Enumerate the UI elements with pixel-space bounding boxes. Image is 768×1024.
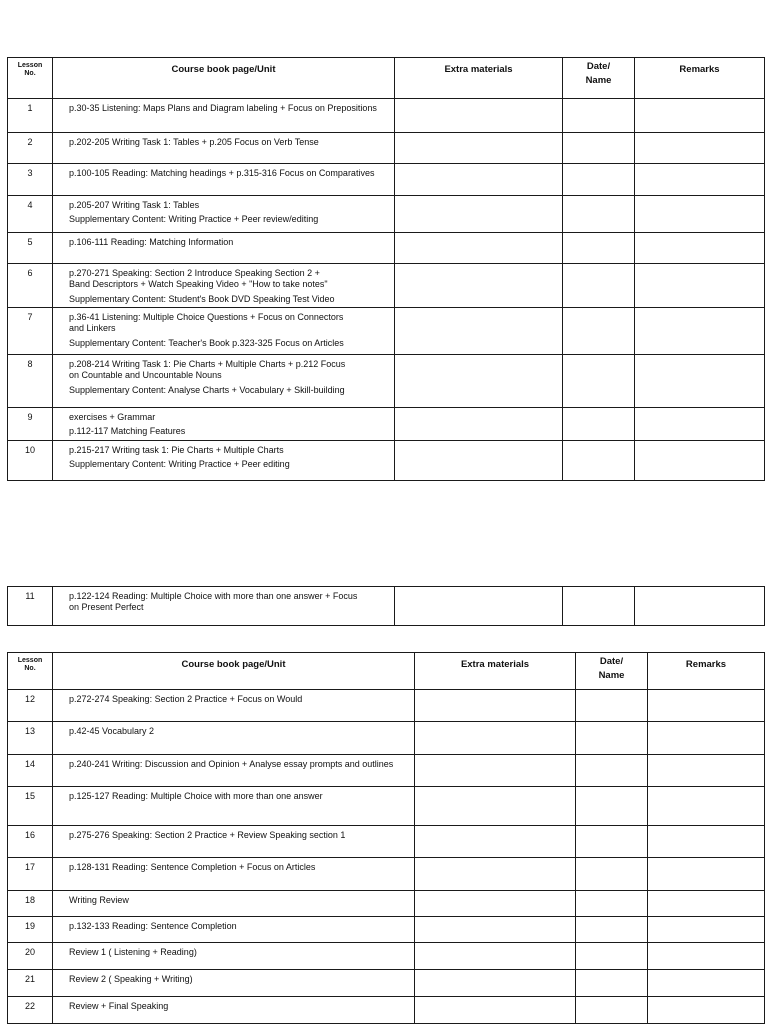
date-name-cell bbox=[563, 196, 635, 233]
extra-materials-cell bbox=[395, 308, 563, 355]
course-book-cell bbox=[53, 917, 415, 943]
lesson-plan-table-3 bbox=[7, 652, 765, 1024]
course-line: p.128-131 Reading: Sentence Completion + Focus on Articles bbox=[69, 862, 316, 872]
lesson-number: 10 bbox=[8, 441, 53, 481]
table-row bbox=[8, 233, 765, 264]
course-book-cell bbox=[53, 997, 415, 1024]
course-book-cell bbox=[53, 355, 395, 408]
date-name-cell bbox=[576, 997, 648, 1024]
course-line: on Countable and Uncountable Nouns bbox=[69, 370, 222, 381]
course-book-cell bbox=[53, 233, 395, 264]
extra-materials-cell bbox=[395, 164, 563, 196]
remarks-cell bbox=[635, 408, 765, 441]
extra-materials-cell bbox=[415, 826, 576, 858]
date-name-cell bbox=[576, 690, 648, 722]
extra-materials-cell bbox=[395, 233, 563, 264]
course-line: p.240-241 Writing: Discussion and Opinion + Analyse essay prompts and outlines bbox=[69, 759, 394, 769]
remarks-cell bbox=[648, 891, 765, 917]
lesson-number: 1 bbox=[8, 99, 53, 133]
date-name-cell bbox=[563, 308, 635, 355]
extra-materials-cell bbox=[395, 264, 563, 308]
date-name-cell bbox=[563, 99, 635, 133]
course-line: p.205-207 Writing Task 1: Tables bbox=[69, 200, 200, 210]
extra-materials-cell bbox=[415, 787, 576, 826]
extra-materials-header: Extra materials bbox=[395, 58, 563, 99]
remarks-cell bbox=[648, 970, 765, 997]
extra-materials-header: Extra materials bbox=[415, 653, 576, 690]
course-book-cell bbox=[53, 264, 395, 308]
lesson-number: 22 bbox=[8, 997, 53, 1024]
lesson-number: 4 bbox=[8, 196, 53, 233]
extra-materials-cell bbox=[415, 997, 576, 1024]
course-book-cell bbox=[53, 133, 395, 164]
lesson-number: 12 bbox=[8, 690, 53, 722]
course-line: p.208-214 Writing Task 1: Pie Charts + Multiple Charts + p.212 Focus bbox=[69, 359, 346, 369]
course-line: p.42-45 Vocabulary 2 bbox=[69, 726, 155, 736]
table-row bbox=[8, 587, 765, 626]
remarks-header: Remarks bbox=[635, 58, 765, 99]
lesson-number: 18 bbox=[8, 891, 53, 917]
table-2-body bbox=[8, 587, 765, 626]
lesson-number: 7 bbox=[8, 308, 53, 355]
lesson-no-header: Lesson No. bbox=[8, 58, 53, 99]
extra-materials-cell bbox=[395, 355, 563, 408]
lesson-no-header: Lesson No. bbox=[8, 653, 53, 690]
date-name-cell bbox=[563, 233, 635, 264]
course-line: p.30-35 Listening: Maps Plans and Diagram labeling + Focus on Prepositions bbox=[69, 103, 377, 113]
extra-materials-cell bbox=[415, 917, 576, 943]
header-row bbox=[8, 58, 765, 99]
lesson-number: 15 bbox=[8, 787, 53, 826]
lesson-number: 6 bbox=[8, 264, 53, 308]
remarks-cell bbox=[635, 133, 765, 164]
course-line: on Present Perfect bbox=[69, 602, 144, 613]
course-line: Supplementary Content: Writing Practice + Peer editing bbox=[69, 459, 290, 470]
lesson-number: 14 bbox=[8, 755, 53, 787]
course-line: p.202-205 Writing Task 1: Tables + p.205 Focus on Verb Tense bbox=[69, 137, 319, 147]
remarks-cell bbox=[648, 755, 765, 787]
date-name-cell bbox=[576, 722, 648, 755]
table-row bbox=[8, 133, 765, 164]
remarks-cell bbox=[648, 826, 765, 858]
course-line: Writing Review bbox=[69, 895, 129, 905]
remarks-cell bbox=[635, 233, 765, 264]
date-name-cell bbox=[576, 755, 648, 787]
course-line: p.112-117 Matching Features bbox=[69, 426, 186, 437]
remarks-cell bbox=[648, 917, 765, 943]
extra-materials-cell bbox=[415, 858, 576, 891]
course-line: Supplementary Content: Analyse Charts + Vocabulary + Skill-building bbox=[69, 384, 345, 395]
remarks-header: Remarks bbox=[648, 653, 765, 690]
course-line: Review 1 ( Listening + Reading) bbox=[69, 947, 197, 957]
remarks-cell bbox=[648, 787, 765, 826]
date-name-cell bbox=[576, 891, 648, 917]
date-name-cell bbox=[563, 441, 635, 481]
table-row bbox=[8, 943, 765, 970]
date-name-cell bbox=[563, 164, 635, 196]
course-line: Supplementary Content: Student's Book DVD Speaking Test Video bbox=[69, 293, 335, 304]
date-name-header: Date/ Name bbox=[563, 58, 635, 99]
course-book-cell bbox=[53, 943, 415, 970]
date-name-cell bbox=[563, 587, 635, 626]
table-3-body bbox=[8, 690, 765, 1024]
course-book-cell bbox=[53, 755, 415, 787]
remarks-cell bbox=[635, 308, 765, 355]
date-name-cell bbox=[576, 826, 648, 858]
remarks-cell bbox=[635, 355, 765, 408]
date-name-cell bbox=[563, 408, 635, 441]
table-row bbox=[8, 917, 765, 943]
extra-materials-cell bbox=[415, 970, 576, 997]
lesson-number: 8 bbox=[8, 355, 53, 408]
remarks-cell bbox=[648, 722, 765, 755]
course-line: Supplementary Content: Teacher's Book p.323-325 Focus on Articles bbox=[69, 337, 344, 348]
lesson-number: 5 bbox=[8, 233, 53, 264]
table-row bbox=[8, 787, 765, 826]
extra-materials-cell bbox=[415, 722, 576, 755]
date-name-cell bbox=[563, 355, 635, 408]
course-book-cell bbox=[53, 587, 395, 626]
course-line: p.275-276 Speaking: Section 2 Practice + Review Speaking section 1 bbox=[69, 830, 346, 840]
lesson-number: 11 bbox=[8, 587, 53, 626]
course-book-cell bbox=[53, 826, 415, 858]
extra-materials-cell bbox=[415, 755, 576, 787]
table-row bbox=[8, 826, 765, 858]
lesson-number: 9 bbox=[8, 408, 53, 441]
remarks-cell bbox=[635, 99, 765, 133]
table-row bbox=[8, 755, 765, 787]
course-book-cell bbox=[53, 408, 395, 441]
course-book-cell bbox=[53, 891, 415, 917]
course-book-cell bbox=[53, 787, 415, 826]
extra-materials-cell bbox=[395, 99, 563, 133]
table-row bbox=[8, 408, 765, 441]
course-book-cell bbox=[53, 99, 395, 133]
date-name-cell bbox=[576, 943, 648, 970]
date-name-cell bbox=[576, 787, 648, 826]
lesson-plan-table-2 bbox=[7, 586, 765, 626]
course-line: p.100-105 Reading: Matching headings + p.315-316 Focus on Comparatives bbox=[69, 168, 375, 178]
course-book-header: Course book page/Unit bbox=[53, 653, 415, 690]
remarks-cell bbox=[635, 264, 765, 308]
course-book-cell bbox=[53, 970, 415, 997]
course-book-cell bbox=[53, 308, 395, 355]
course-book-cell bbox=[53, 164, 395, 196]
lesson-number: 17 bbox=[8, 858, 53, 891]
course-book-cell bbox=[53, 441, 395, 481]
table-row bbox=[8, 355, 765, 408]
table-row bbox=[8, 308, 765, 355]
date-name-header: Date/ Name bbox=[576, 653, 648, 690]
course-line: Review + Final Speaking bbox=[69, 1001, 169, 1011]
lesson-plan-table-1 bbox=[7, 57, 765, 481]
course-line: p.106-111 Reading: Matching Information bbox=[69, 237, 234, 247]
extra-materials-cell bbox=[395, 196, 563, 233]
date-name-cell bbox=[576, 917, 648, 943]
course-line: Band Descriptors + Watch Speaking Video + "How to take notes" bbox=[69, 279, 328, 290]
table-row bbox=[8, 690, 765, 722]
course-book-cell bbox=[53, 858, 415, 891]
lesson-number: 20 bbox=[8, 943, 53, 970]
course-line: p.122-124 Reading: Multiple Choice with more than one answer + Focus bbox=[69, 591, 358, 601]
course-line: p.272-274 Speaking: Section 2 Practice + Focus on Would bbox=[69, 694, 303, 704]
table-row bbox=[8, 196, 765, 233]
table-row bbox=[8, 858, 765, 891]
date-name-cell bbox=[576, 858, 648, 891]
lesson-number: 19 bbox=[8, 917, 53, 943]
lesson-number: 2 bbox=[8, 133, 53, 164]
date-name-cell bbox=[563, 264, 635, 308]
course-line: p.125-127 Reading: Multiple Choice with more than one answer bbox=[69, 791, 323, 801]
extra-materials-cell bbox=[415, 943, 576, 970]
table-row bbox=[8, 891, 765, 917]
extra-materials-cell bbox=[395, 408, 563, 441]
remarks-cell bbox=[635, 441, 765, 481]
extra-materials-cell bbox=[415, 690, 576, 722]
remarks-cell bbox=[648, 858, 765, 891]
course-line: and Linkers bbox=[69, 323, 116, 334]
course-line: p.215-217 Writing task 1: Pie Charts + Multiple Charts bbox=[69, 445, 284, 455]
course-book-header: Course book page/Unit bbox=[53, 58, 395, 99]
course-line: p.132-133 Reading: Sentence Completion bbox=[69, 921, 237, 931]
table-1-body bbox=[8, 99, 765, 481]
table-row bbox=[8, 997, 765, 1024]
course-line: p.270-271 Speaking: Section 2 Introduce Speaking Section 2 + bbox=[69, 268, 320, 278]
extra-materials-cell bbox=[415, 891, 576, 917]
course-line: Supplementary Content: Writing Practice + Peer review/editing bbox=[69, 214, 319, 225]
lesson-number: 16 bbox=[8, 826, 53, 858]
extra-materials-cell bbox=[395, 587, 563, 626]
remarks-cell bbox=[648, 690, 765, 722]
course-line: exercises + Grammar bbox=[69, 412, 156, 422]
extra-materials-cell bbox=[395, 133, 563, 164]
lesson-number: 3 bbox=[8, 164, 53, 196]
remarks-cell bbox=[635, 164, 765, 196]
remarks-cell bbox=[648, 997, 765, 1024]
table-row bbox=[8, 441, 765, 481]
course-book-cell bbox=[53, 690, 415, 722]
table-row bbox=[8, 722, 765, 755]
table-row bbox=[8, 970, 765, 997]
lesson-number: 13 bbox=[8, 722, 53, 755]
table-row bbox=[8, 264, 765, 308]
lesson-number: 21 bbox=[8, 970, 53, 997]
remarks-cell bbox=[635, 196, 765, 233]
course-line: p.36-41 Listening: Multiple Choice Questions + Focus on Connectors bbox=[69, 312, 344, 322]
remarks-cell bbox=[635, 587, 765, 626]
date-name-cell bbox=[576, 970, 648, 997]
course-book-cell bbox=[53, 196, 395, 233]
table-row bbox=[8, 99, 765, 133]
table-row bbox=[8, 164, 765, 196]
extra-materials-cell bbox=[395, 441, 563, 481]
remarks-cell bbox=[648, 943, 765, 970]
header-row bbox=[8, 653, 765, 690]
date-name-cell bbox=[563, 133, 635, 164]
course-book-cell bbox=[53, 722, 415, 755]
course-line: Review 2 ( Speaking + Writing) bbox=[69, 974, 193, 984]
